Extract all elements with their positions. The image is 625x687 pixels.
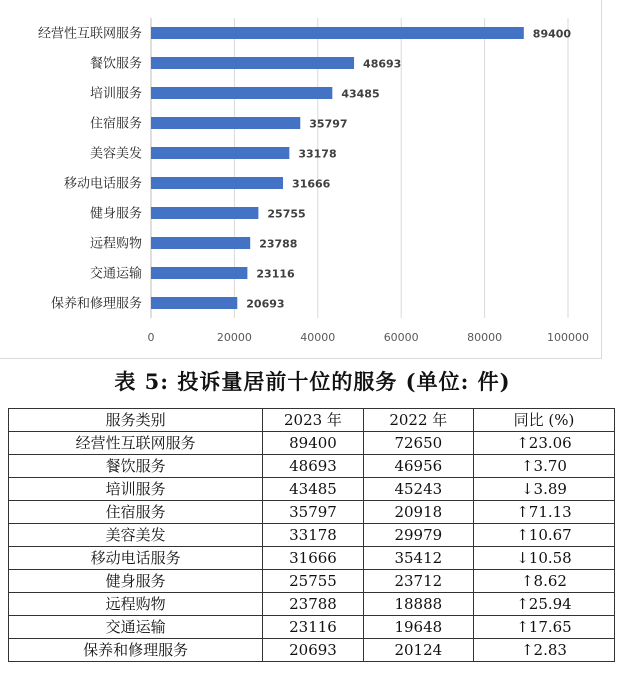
category-label: 健身服务: [89, 206, 142, 222]
data-label: 23788: [259, 237, 298, 251]
cell-category: 交通运输: [9, 616, 263, 639]
category-label: 培训服务: [89, 86, 142, 102]
data-label: 35797: [309, 117, 348, 131]
cell-category: 远程购物: [9, 593, 263, 616]
x-tick-label: 80000: [467, 331, 503, 344]
cell-2023: 23116: [263, 616, 363, 639]
table-row: [9, 616, 615, 639]
table-header-row: [9, 409, 615, 432]
header-yoy: 同比 (%): [473, 409, 614, 432]
x-tick-label: 60000: [383, 331, 419, 344]
cell-2022: 20124: [363, 639, 473, 662]
cell-yoy: ↑71.13: [473, 501, 614, 524]
cell-yoy: ↑8.62: [473, 570, 614, 593]
header-2022: 2022 年: [363, 409, 473, 432]
bar: [151, 297, 237, 309]
category-label: 经营性互联网服务: [37, 26, 142, 42]
data-table: [8, 408, 615, 662]
data-label: 23116: [256, 267, 295, 281]
cell-2022: 35412: [363, 547, 473, 570]
table-row: [9, 478, 615, 501]
category-label: 交通运输: [89, 266, 142, 282]
x-tick-label: 20000: [216, 331, 252, 344]
cell-2022: 29979: [363, 524, 473, 547]
cell-yoy: ↑3.70: [473, 455, 614, 478]
cell-category: 移动电话服务: [9, 547, 263, 570]
category-label: 住宿服务: [89, 116, 142, 132]
table-row: [9, 455, 615, 478]
table-row: [9, 432, 615, 455]
data-label: 20693: [246, 297, 285, 311]
header-2023: 2023 年: [263, 409, 363, 432]
category-label: 远程购物: [89, 236, 142, 252]
cell-2022: 20918: [363, 501, 473, 524]
cell-2023: 23788: [263, 593, 363, 616]
category-label: 移动电话服务: [63, 176, 142, 192]
cell-2022: 45243: [363, 478, 473, 501]
data-label: 25755: [267, 207, 306, 221]
cell-2023: 89400: [263, 432, 363, 455]
cell-category: 保养和修理服务: [9, 639, 263, 662]
cell-yoy: ↓10.58: [473, 547, 614, 570]
table-row: [9, 593, 615, 616]
cell-yoy: ↑25.94: [473, 593, 614, 616]
cell-yoy: ↑17.65: [473, 616, 614, 639]
x-tick-label: 0: [147, 331, 155, 344]
bar: [151, 27, 524, 39]
table-row: [9, 524, 615, 547]
data-label: 89400: [532, 27, 572, 41]
category-label: 保养和修理服务: [50, 296, 142, 312]
cell-2023: 35797: [263, 501, 363, 524]
x-tick-label: 100000: [547, 331, 589, 344]
table-row: [9, 547, 615, 570]
cell-2023: 25755: [263, 570, 363, 593]
table-row: [9, 639, 615, 662]
cell-2022: 18888: [363, 593, 473, 616]
cell-2023: 20693: [263, 639, 363, 662]
bar: [151, 147, 289, 159]
table-row: [9, 570, 615, 593]
cell-category: 美容美发: [9, 524, 263, 547]
cell-2022: 72650: [363, 432, 473, 455]
category-label: 餐饮服务: [89, 56, 142, 72]
cell-category: 培训服务: [9, 478, 263, 501]
cell-category: 健身服务: [9, 570, 263, 593]
bar: [151, 117, 300, 129]
cell-2023: 31666: [263, 547, 363, 570]
header-category: 服务类别: [9, 409, 263, 432]
cell-2023: 48693: [263, 455, 363, 478]
bar: [151, 177, 283, 189]
cell-yoy: ↑10.67: [473, 524, 614, 547]
cell-category: 经营性互联网服务: [9, 432, 263, 455]
cell-2023: 33178: [263, 524, 363, 547]
cell-yoy: ↓3.89: [473, 478, 614, 501]
table-title: 表 5: 投诉量居前十位的服务 (单位: 件): [114, 369, 511, 394]
bar: [151, 57, 354, 69]
x-tick-label: 40000: [300, 331, 336, 344]
cell-2022: 46956: [363, 455, 473, 478]
cell-2022: 23712: [363, 570, 473, 593]
bar: [151, 207, 258, 219]
data-label: 33178: [298, 147, 337, 161]
cell-yoy: ↑23.06: [473, 432, 614, 455]
cell-category: 住宿服务: [9, 501, 263, 524]
data-label: 43485: [341, 87, 380, 101]
data-label: 31666: [292, 177, 331, 191]
cell-2023: 43485: [263, 478, 363, 501]
bar: [151, 87, 332, 99]
table-row: [9, 501, 615, 524]
bar: [151, 267, 247, 279]
bar: [151, 237, 250, 249]
cell-yoy: ↑2.83: [473, 639, 614, 662]
cell-category: 餐饮服务: [9, 455, 263, 478]
category-label: 美容美发: [89, 146, 142, 162]
table-body: [9, 432, 615, 662]
cell-2022: 19648: [363, 616, 473, 639]
data-label: 48693: [363, 57, 402, 71]
